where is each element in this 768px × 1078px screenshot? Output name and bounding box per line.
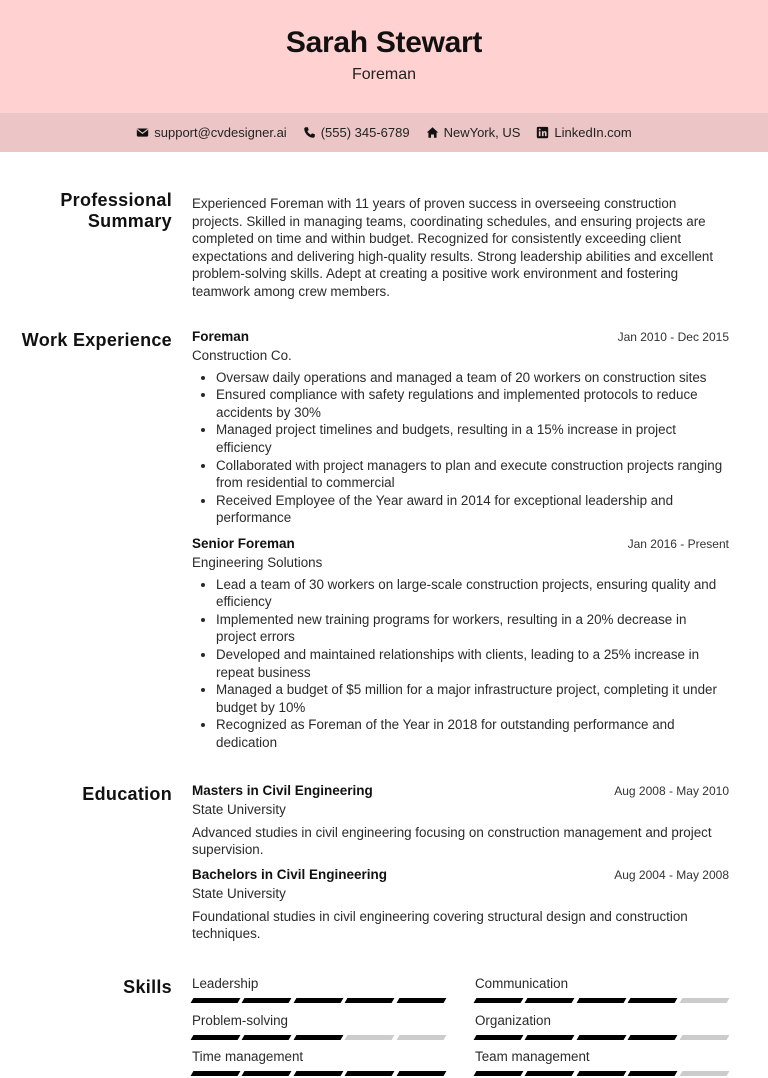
job-bullet: • Lead a team of 30 workers on large-scale construction projects, ensuring quality and efficiency [216, 576, 729, 611]
job-bullet: • Implemented new training programs for workers, resulting in a 20% decrease in project errors [216, 611, 729, 646]
job-bullet: • Developed and maintained relationships with clients, leading to a 25% increase in repeat business [216, 646, 729, 681]
summary-heading: Professional Summary [60, 190, 172, 231]
skill-level-bar [192, 1071, 445, 1076]
skill-segment-empty [679, 1071, 729, 1076]
skill-segment-filled [396, 998, 446, 1003]
job-bullet: • Managed a budget of $5 million for a major infrastructure project, completing it under budget by 10% [216, 681, 729, 716]
skill-segment-filled [576, 1035, 626, 1040]
skill-segment-filled [525, 1035, 575, 1040]
education-heading: Education [82, 784, 172, 804]
job-bullet: • Collaborated with project managers to plan and execute construction projects ranging from residential to commercial [216, 457, 729, 492]
skill-item [192, 976, 445, 1003]
job-bullet: • Recognized as Foreman of the Year in 2018 for outstanding performance and dedication [216, 716, 729, 751]
education-entry [192, 867, 729, 943]
candidate-title: Foreman [351, 66, 417, 83]
contact-email[interactable] [136, 125, 286, 140]
linkedin-text: LinkedIn.com [554, 125, 632, 140]
job-date: Jan 2010 - Dec 2015 [617, 330, 729, 344]
experience-heading: Work Experience [21, 330, 172, 350]
linkedin-icon [536, 126, 549, 139]
skill-segment-filled [628, 998, 678, 1003]
skill-segment-empty [345, 1035, 395, 1040]
skill-segment-filled [345, 998, 395, 1003]
skill-segment-filled [191, 1071, 241, 1076]
skill-item [475, 1013, 728, 1040]
job-company: Engineering Solutions [192, 555, 323, 570]
skill-segment-filled [525, 998, 575, 1003]
job-bullets [192, 369, 729, 527]
skill-segment-filled [293, 1035, 343, 1040]
contact-bar [0, 113, 768, 152]
home-icon [426, 126, 439, 139]
job-date: Jan 2016 - Present [627, 537, 729, 551]
skill-segment-filled [242, 1071, 292, 1076]
degree-description: Advanced studies in civil engineering focusing on construction management and project supervision. [192, 824, 712, 858]
envelope-icon [136, 126, 149, 139]
skill-segment-filled [191, 998, 241, 1003]
summary-text: Experienced Foreman with 11 years of proven success in overseeing construction projects. Skilled in managing teams, coordinating schedules, and ensuring projects are completed on time and within budget. Recognized for consistently exceeding client expectations and delivering high-quality results. Strong leadership abilities and excellent problem-solving skills. Adept at creating a positive work environment and fostering teamwork among crew members. [192, 196, 714, 299]
skill-name: Organization [475, 1013, 551, 1028]
skill-segment-filled [242, 1035, 292, 1040]
skill-item [192, 1049, 445, 1076]
skill-segment-filled [474, 1035, 524, 1040]
job-company: Construction Co. [192, 348, 292, 363]
skill-item [475, 1049, 728, 1076]
education-entry [192, 783, 729, 859]
skill-segment-empty [679, 998, 729, 1003]
skill-segment-filled [242, 998, 292, 1003]
resume-header [0, 0, 768, 113]
skill-segment-filled [191, 1035, 241, 1040]
contact-location [426, 125, 521, 140]
skill-segment-filled [345, 1071, 395, 1076]
skill-level-bar [475, 998, 728, 1003]
skill-level-bar [192, 1035, 445, 1040]
job-bullets [192, 576, 729, 752]
job-bullet: • Ensured compliance with safety regulations and implemented protocols to reduce accidents by 30% [216, 386, 729, 421]
skill-name: Time management [192, 1049, 304, 1064]
skill-segment-filled [293, 998, 343, 1003]
job-bullet: • Managed project timelines and budgets, resulting in a 15% increase in project efficiency [216, 421, 729, 456]
degree-date: Aug 2004 - May 2008 [614, 868, 729, 882]
skill-segment-filled [628, 1071, 678, 1076]
degree-title: Bachelors in Civil Engineering [192, 867, 388, 882]
skill-item [192, 1013, 445, 1040]
email-text: support@cvdesigner.ai [154, 125, 287, 140]
degree-description: Foundational studies in civil engineering covering structural design and construction techniques. [192, 908, 688, 942]
job-bullet: • Oversaw daily operations and managed a team of 20 workers on construction sites [216, 369, 729, 387]
skill-segment-filled [576, 998, 626, 1003]
candidate-name: Sarah Stewart [285, 26, 483, 59]
skill-level-bar [475, 1071, 728, 1076]
contact-linkedin[interactable] [536, 125, 631, 140]
skill-segment-filled [474, 998, 524, 1003]
job-role: Senior Foreman [192, 536, 295, 551]
skill-segment-empty [679, 1035, 729, 1040]
contact-phone[interactable] [303, 125, 410, 140]
skill-level-bar [192, 998, 445, 1003]
skill-segment-filled [576, 1071, 626, 1076]
phone-text: (555) 345-6789 [320, 125, 410, 140]
job-role: Foreman [192, 329, 250, 344]
skill-segment-filled [628, 1035, 678, 1040]
phone-icon [303, 126, 316, 139]
experience-entry [192, 329, 729, 527]
skill-segment-filled [293, 1071, 343, 1076]
experience-entry [192, 536, 729, 752]
skill-item [475, 976, 728, 1003]
skills-heading: Skills [123, 977, 172, 997]
skill-name: Leadership [192, 976, 259, 991]
job-bullet: • Received Employee of the Year award in 2014 for exceptional leadership and performance [216, 492, 729, 527]
skill-name: Communication [475, 976, 569, 991]
skill-name: Problem-solving [192, 1013, 289, 1028]
skill-segment-empty [396, 1035, 446, 1040]
school-name: State University [192, 802, 286, 817]
degree-date: Aug 2008 - May 2010 [614, 784, 729, 798]
degree-title: Masters in Civil Engineering [192, 783, 373, 798]
skill-segment-filled [396, 1071, 446, 1076]
skill-level-bar [475, 1035, 728, 1040]
skill-segment-filled [474, 1071, 524, 1076]
location-text: NewYork, US [443, 125, 521, 140]
school-name: State University [192, 886, 286, 901]
skill-name: Team management [475, 1049, 590, 1064]
skill-segment-filled [525, 1071, 575, 1076]
